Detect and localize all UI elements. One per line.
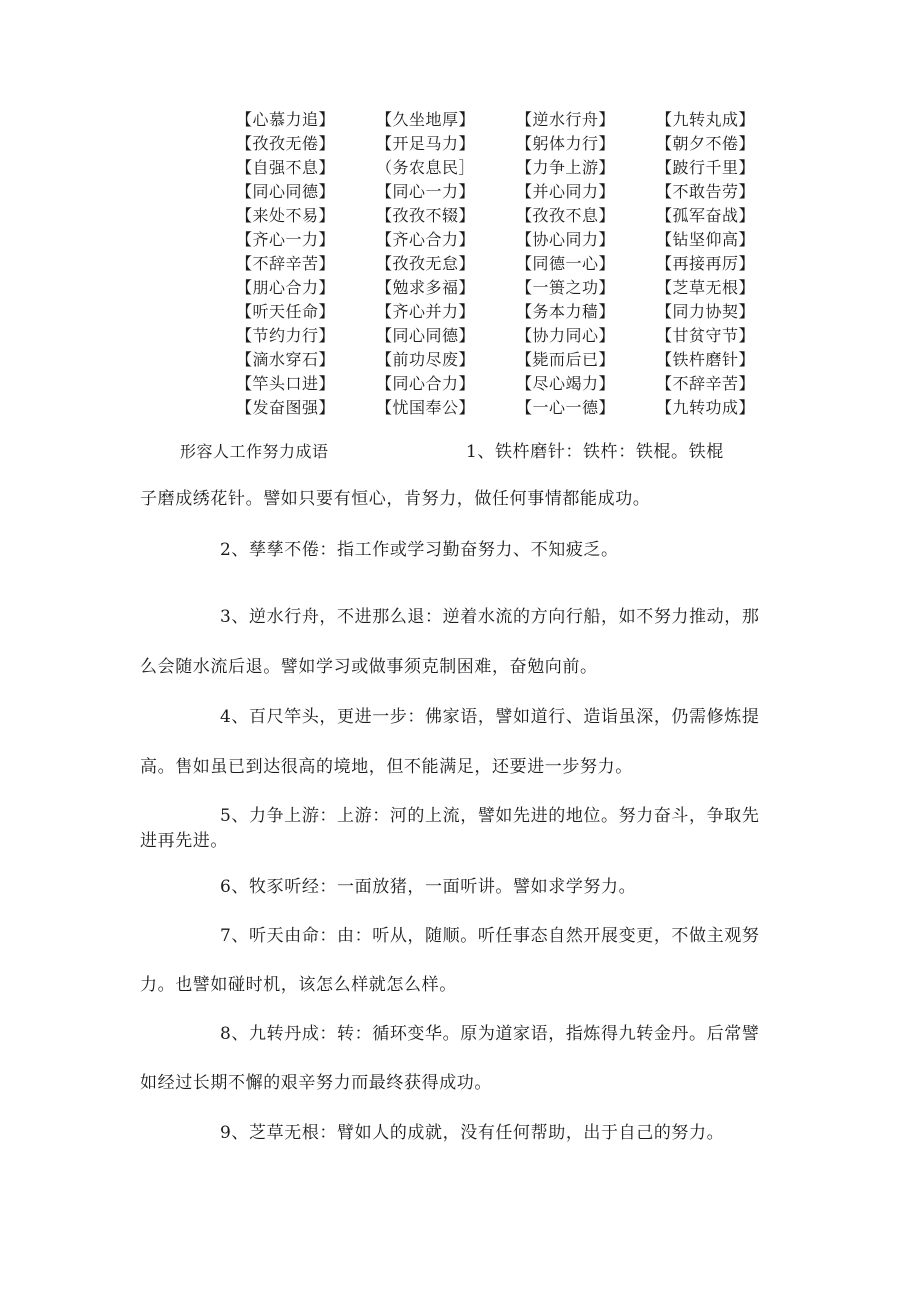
entry-8-line-1: 8、九转丹成：转：循环变华。原为道家语，指炼得九转金丹。后常譬 xyxy=(220,1024,760,1044)
idiom-cell: 【一篑之功】 xyxy=(516,278,616,297)
idiom-cell: 【节约力行】 xyxy=(236,326,336,345)
idiom-cell: 【滴水穿石】 xyxy=(236,350,336,369)
idiom-cell: （务农息民］ xyxy=(376,158,476,177)
section-heading: 形容人工作努力成语 xyxy=(180,442,329,461)
idiom-cell: 【协力同心】 xyxy=(516,326,616,345)
entry-4-line-2: 高。售如虽已到达很高的境地，但不能满足，还要进一步努力。 xyxy=(140,757,633,777)
idiom-cell: 【朝夕不倦】 xyxy=(656,134,756,153)
idiom-cell: 【逆水行舟】 xyxy=(516,110,616,129)
idiom-cell: 【齐心合力】 xyxy=(376,230,476,249)
idiom-row xyxy=(236,324,796,348)
idiom-cell: 【听天任命】 xyxy=(236,302,336,321)
idiom-cell: 【开足马力】 xyxy=(376,134,476,153)
idiom-row xyxy=(236,108,796,132)
idiom-cell: 【来处不易】 xyxy=(236,206,336,225)
idiom-cell: 【忧国奉公】 xyxy=(376,398,476,417)
idiom-cell: 【齐心一力】 xyxy=(236,230,336,249)
idiom-cell: 【躬体力行】 xyxy=(516,134,616,153)
idiom-cell: 【齐心并力】 xyxy=(376,302,476,321)
idiom-cell: 【钻坚仰高】 xyxy=(656,230,756,249)
idiom-cell: 【并心同力】 xyxy=(516,182,616,201)
entry-5-line-2: 进再先进。 xyxy=(140,831,228,851)
idiom-cell: 【力争上游】 xyxy=(516,158,616,177)
idiom-row xyxy=(236,252,796,276)
idiom-cell: 【甘贫守节】 xyxy=(656,326,756,345)
idiom-cell: 【毙而后已】 xyxy=(516,350,616,369)
entry-6: 6、牧豕听经：一面放猪，一面听讲。譬如求学努力。 xyxy=(220,877,637,897)
idiom-row xyxy=(236,348,796,372)
idiom-cell: 【一心一德】 xyxy=(516,398,616,417)
entry-2: 2、孳孳不倦：指工作或学习勤奋努力、不知疲乏。 xyxy=(220,540,619,560)
idiom-cell: 【心慕力追】 xyxy=(236,110,336,129)
idiom-cell: 【芝草无根】 xyxy=(656,278,756,297)
idiom-row xyxy=(236,204,796,228)
entry-3-line-1: 3、逆水行舟，不进那么退：逆着水流的方向行船，如不努力推动，那 xyxy=(220,607,760,627)
idiom-cell: 【不敢告劳】 xyxy=(656,182,756,201)
idiom-cell: 【孜孜无怠】 xyxy=(376,254,476,273)
idiom-cell: 【同德一心】 xyxy=(516,254,616,273)
entry-8-line-2: 如经过长期不懈的艰辛努力而最终获得成功。 xyxy=(140,1073,492,1093)
entry-9: 9、芝草无根：臂如人的成就，没有任何帮助，出于自己的努力。 xyxy=(220,1123,725,1143)
idiom-cell: 【勉求多福】 xyxy=(376,278,476,297)
idiom-cell: 【务本力穑】 xyxy=(516,302,616,321)
idiom-cell: 【跛行千里】 xyxy=(656,158,756,177)
idiom-cell: 【久坐地厚】 xyxy=(376,110,476,129)
idiom-grid xyxy=(236,108,796,420)
idiom-cell: 【尽心竭力】 xyxy=(516,374,616,393)
idiom-cell: 【孤军奋战】 xyxy=(656,206,756,225)
idiom-cell: 【孜孜不辍】 xyxy=(376,206,476,225)
idiom-cell: 【同心同德】 xyxy=(376,326,476,345)
idiom-row xyxy=(236,300,796,324)
idiom-cell: 【再接再厉】 xyxy=(656,254,756,273)
idiom-cell: 【不辞辛苦】 xyxy=(656,374,756,393)
idiom-cell: 【自强不息】 xyxy=(236,158,336,177)
entry-1-continuation: 子磨成绣花针。譬如只要有恒心，肯努力，做任何事情都能成功。 xyxy=(140,489,651,509)
entry-7-line-1: 7、听天由命：由：听从，随顺。听任事态自然开展变更，不做主观努 xyxy=(220,926,760,946)
idiom-cell: 【竿头口进】 xyxy=(236,374,336,393)
idiom-cell: 【同心一力】 xyxy=(376,182,476,201)
idiom-cell: 【孜孜不息】 xyxy=(516,206,616,225)
idiom-cell: 【不辞辛苦】 xyxy=(236,254,336,273)
entry-5-line-1: 5、力争上游：上游：河的上流，譬如先进的地位。努力奋斗，争取先 xyxy=(220,806,760,826)
idiom-cell: 【孜孜无倦】 xyxy=(236,134,336,153)
idiom-row xyxy=(236,156,796,180)
idiom-cell: 【发奋图强】 xyxy=(236,398,336,417)
idiom-row xyxy=(236,276,796,300)
idiom-cell: 【九转丸成】 xyxy=(656,110,756,129)
entry-4-line-1: 4、百尺竿头，更进一步：佛家语，譬如道行、造诣虽深，仍需修炼提 xyxy=(220,707,760,727)
idiom-cell: 【同力协契】 xyxy=(656,302,756,321)
entry-3-line-2: 么会随水流后退。譬如学习或做事须克制困难，奋勉向前。 xyxy=(140,657,598,677)
idiom-row xyxy=(236,132,796,156)
idiom-row xyxy=(236,180,796,204)
idiom-cell: 【前功尽废】 xyxy=(376,350,476,369)
idiom-row xyxy=(236,396,796,420)
idiom-row xyxy=(236,228,796,252)
idiom-cell: 【朋心合力】 xyxy=(236,278,336,297)
idiom-cell: 【铁杵磨针】 xyxy=(656,350,756,369)
entry-7-line-2: 力。也譬如碰时机，该怎么样就怎么样。 xyxy=(140,975,457,995)
idiom-row xyxy=(236,372,796,396)
idiom-cell: 【同心同德】 xyxy=(236,182,336,201)
entry-1-first-line: 1、铁杵磨针：铁杵：铁棍。铁棍 xyxy=(466,442,724,462)
idiom-cell: 【同心合力】 xyxy=(376,374,476,393)
idiom-cell: 【九转功成】 xyxy=(656,398,756,417)
idiom-cell: 【协心同力】 xyxy=(516,230,616,249)
